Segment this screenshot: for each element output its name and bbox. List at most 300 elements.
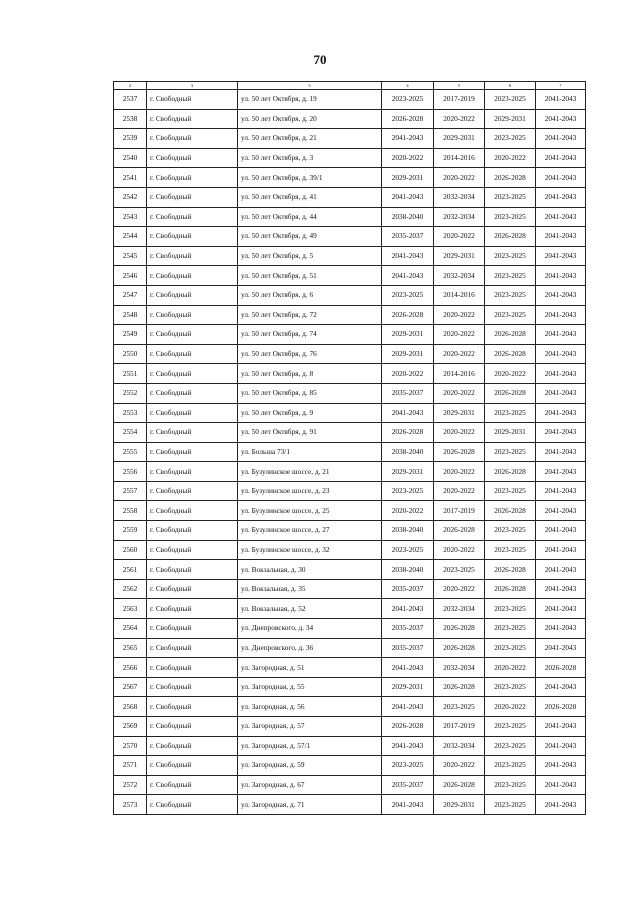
period-4-cell: 2041-2043 (536, 677, 586, 697)
row-number-cell: 2541 (114, 168, 147, 188)
table-row (114, 638, 586, 658)
period-3-cell: 2023-2025 (485, 775, 536, 795)
row-number-cell: 2564 (114, 619, 147, 639)
address-cell: ул. 50 лет Октября, д. 41 (238, 187, 382, 207)
settlement-cell: г. Свободный (147, 148, 238, 168)
table-row (114, 207, 586, 227)
table-row (114, 129, 586, 149)
period-2-cell: 2020-2022 (434, 383, 485, 403)
table-row (114, 325, 586, 345)
address-cell: ул. 50 лет Октября, д. 74 (238, 325, 382, 345)
period-2-cell: 2014-2016 (434, 364, 485, 384)
settlement-cell: г. Свободный (147, 795, 238, 815)
table-row (114, 364, 586, 384)
period-2-cell: 2020-2022 (434, 579, 485, 599)
period-3-cell: 2026-2028 (485, 168, 536, 188)
period-2-cell: 2029-2031 (434, 403, 485, 423)
period-1-cell: 2041-2043 (382, 129, 434, 149)
settlement-cell: г. Свободный (147, 619, 238, 639)
table-row (114, 697, 586, 717)
address-cell: ул. Загородная, д. 51 (238, 658, 382, 678)
period-3-cell: 2023-2025 (485, 129, 536, 149)
address-cell: ул. 50 лет Октября, д. 49 (238, 227, 382, 247)
period-3-cell: 2023-2025 (485, 403, 536, 423)
address-cell: ул. 50 лет Октября, д. 8 (238, 364, 382, 384)
row-number-cell: 2561 (114, 560, 147, 580)
period-1-cell: 2023-2025 (382, 481, 434, 501)
period-2-cell: 2026-2028 (434, 521, 485, 541)
period-2-cell: 2020-2022 (434, 344, 485, 364)
period-1-cell: 2041-2043 (382, 736, 434, 756)
table-row (114, 285, 586, 305)
period-4-cell: 2041-2043 (536, 462, 586, 482)
period-4-cell: 2041-2043 (536, 187, 586, 207)
column-header: 3 (238, 82, 382, 90)
address-cell: ул. 50 лет Октября, д. 9 (238, 403, 382, 423)
period-3-cell: 2023-2025 (485, 756, 536, 776)
address-cell: ул. Загородная, д. 67 (238, 775, 382, 795)
period-3-cell: 2023-2025 (485, 90, 536, 110)
period-3-cell: 2029-2031 (485, 423, 536, 443)
settlement-cell: г. Свободный (147, 717, 238, 737)
table-row (114, 109, 586, 129)
address-cell: ул. Загородная, д. 55 (238, 677, 382, 697)
period-2-cell: 2020-2022 (434, 540, 485, 560)
period-4-cell: 2041-2043 (536, 756, 586, 776)
period-4-cell: 2041-2043 (536, 540, 586, 560)
period-1-cell: 2023-2025 (382, 540, 434, 560)
row-number-cell: 2571 (114, 756, 147, 776)
period-2-cell: 2032-2034 (434, 207, 485, 227)
period-1-cell: 2035-2037 (382, 619, 434, 639)
row-number-cell: 2553 (114, 403, 147, 423)
period-1-cell: 2041-2043 (382, 658, 434, 678)
period-3-cell: 2020-2022 (485, 658, 536, 678)
period-4-cell: 2041-2043 (536, 579, 586, 599)
period-4-cell: 2041-2043 (536, 403, 586, 423)
period-2-cell: 2026-2028 (434, 775, 485, 795)
period-1-cell: 2035-2037 (382, 775, 434, 795)
settlement-cell: г. Свободный (147, 775, 238, 795)
row-number-cell: 2567 (114, 677, 147, 697)
row-number-cell: 2557 (114, 481, 147, 501)
period-1-cell: 2041-2043 (382, 187, 434, 207)
period-3-cell: 2026-2028 (485, 579, 536, 599)
row-number-cell: 2570 (114, 736, 147, 756)
period-2-cell: 2020-2022 (434, 109, 485, 129)
settlement-cell: г. Свободный (147, 207, 238, 227)
table-row (114, 521, 586, 541)
settlement-cell: г. Свободный (147, 638, 238, 658)
period-3-cell: 2026-2028 (485, 325, 536, 345)
row-number-cell: 2539 (114, 129, 147, 149)
table-row (114, 246, 586, 266)
settlement-cell: г. Свободный (147, 403, 238, 423)
period-1-cell: 2041-2043 (382, 246, 434, 266)
period-4-cell: 2041-2043 (536, 148, 586, 168)
row-number-cell: 2543 (114, 207, 147, 227)
settlement-cell: г. Свободный (147, 246, 238, 266)
table-row (114, 187, 586, 207)
address-cell: ул. 50 лет Октября, д. 85 (238, 383, 382, 403)
address-cell: ул. Загородная, д. 71 (238, 795, 382, 815)
period-1-cell: 2038-2040 (382, 560, 434, 580)
column-number-row (114, 82, 586, 90)
period-1-cell: 2029-2031 (382, 325, 434, 345)
period-4-cell: 2041-2043 (536, 521, 586, 541)
row-number-cell: 2554 (114, 423, 147, 443)
table-row (114, 775, 586, 795)
settlement-cell: г. Свободный (147, 658, 238, 678)
period-2-cell: 2020-2022 (434, 168, 485, 188)
schedule-table (113, 81, 586, 815)
period-2-cell: 2032-2034 (434, 599, 485, 619)
period-3-cell: 2023-2025 (485, 540, 536, 560)
period-3-cell: 2023-2025 (485, 187, 536, 207)
period-3-cell: 2023-2025 (485, 736, 536, 756)
period-3-cell: 2023-2025 (485, 207, 536, 227)
period-2-cell: 2026-2028 (434, 677, 485, 697)
settlement-cell: г. Свободный (147, 736, 238, 756)
row-number-cell: 2568 (114, 697, 147, 717)
address-cell: ул. 50 лет Октября, д. 39/1 (238, 168, 382, 188)
address-cell: ул. 50 лет Октября, д. 91 (238, 423, 382, 443)
period-2-cell: 2017-2019 (434, 717, 485, 737)
period-3-cell: 2026-2028 (485, 560, 536, 580)
period-4-cell: 2041-2043 (536, 638, 586, 658)
period-2-cell: 2017-2019 (434, 90, 485, 110)
address-cell: ул. 50 лет Октября, д. 20 (238, 109, 382, 129)
period-3-cell: 2023-2025 (485, 266, 536, 286)
period-1-cell: 2026-2028 (382, 109, 434, 129)
period-2-cell: 2014-2016 (434, 285, 485, 305)
period-1-cell: 2035-2037 (382, 579, 434, 599)
period-2-cell: 2023-2025 (434, 560, 485, 580)
period-4-cell: 2041-2043 (536, 717, 586, 737)
column-header: 7 (536, 82, 586, 90)
address-cell: ул. Бузулинское шоссе, д. 23 (238, 481, 382, 501)
settlement-cell: г. Свободный (147, 168, 238, 188)
table-row (114, 266, 586, 286)
period-2-cell: 2014-2016 (434, 148, 485, 168)
period-4-cell: 2041-2043 (536, 129, 586, 149)
table-row (114, 403, 586, 423)
period-1-cell: 2023-2025 (382, 756, 434, 776)
period-1-cell: 2041-2043 (382, 697, 434, 717)
period-1-cell: 2041-2043 (382, 266, 434, 286)
period-3-cell: 2023-2025 (485, 481, 536, 501)
address-cell: ул. 50 лет Октября, д. 5 (238, 246, 382, 266)
period-4-cell: 2041-2043 (536, 501, 586, 521)
period-3-cell: 2029-2031 (485, 109, 536, 129)
period-1-cell: 2041-2043 (382, 795, 434, 815)
column-header: 3 (147, 82, 238, 90)
table-row (114, 442, 586, 462)
period-4-cell: 2041-2043 (536, 775, 586, 795)
period-1-cell: 2035-2037 (382, 383, 434, 403)
page-number: 70 (313, 52, 327, 67)
settlement-cell: г. Свободный (147, 462, 238, 482)
period-2-cell: 2029-2031 (434, 795, 485, 815)
period-1-cell: 2020-2022 (382, 364, 434, 384)
address-cell: ул. Загородная, д. 57/1 (238, 736, 382, 756)
address-cell: ул. Бузулинское шоссе, д. 21 (238, 462, 382, 482)
row-number-cell: 2540 (114, 148, 147, 168)
address-cell: ул. Вокзальная, д. 52 (238, 599, 382, 619)
table-row (114, 423, 586, 443)
table-row (114, 560, 586, 580)
period-2-cell: 2032-2034 (434, 736, 485, 756)
period-4-cell: 2041-2043 (536, 246, 586, 266)
address-cell: ул. 50 лет Октября, д. 3 (238, 148, 382, 168)
row-number-cell: 2566 (114, 658, 147, 678)
row-number-cell: 2573 (114, 795, 147, 815)
period-4-cell: 2041-2043 (536, 383, 586, 403)
period-3-cell: 2023-2025 (485, 521, 536, 541)
period-4-cell: 2041-2043 (536, 325, 586, 345)
period-3-cell: 2026-2028 (485, 383, 536, 403)
row-number-cell: 2551 (114, 364, 147, 384)
row-number-cell: 2555 (114, 442, 147, 462)
period-3-cell: 2023-2025 (485, 795, 536, 815)
period-1-cell: 2035-2037 (382, 227, 434, 247)
row-number-cell: 2537 (114, 90, 147, 110)
period-3-cell: 2023-2025 (485, 599, 536, 619)
settlement-cell: г. Свободный (147, 540, 238, 560)
period-2-cell: 2026-2028 (434, 442, 485, 462)
table-row (114, 599, 586, 619)
address-cell: ул. 50 лет Октября, д. 6 (238, 285, 382, 305)
period-2-cell: 2020-2022 (434, 481, 485, 501)
period-1-cell: 2023-2025 (382, 90, 434, 110)
table-row (114, 579, 586, 599)
row-number-cell: 2538 (114, 109, 147, 129)
address-cell: ул. 50 лет Октября, д. 21 (238, 129, 382, 149)
table-row (114, 501, 586, 521)
period-1-cell: 2029-2031 (382, 462, 434, 482)
period-3-cell: 2020-2022 (485, 148, 536, 168)
period-4-cell: 2041-2043 (536, 423, 586, 443)
period-4-cell: 2041-2043 (536, 599, 586, 619)
period-2-cell: 2029-2031 (434, 129, 485, 149)
table-row (114, 305, 586, 325)
table-row (114, 481, 586, 501)
table-row (114, 168, 586, 188)
period-2-cell: 2023-2025 (434, 697, 485, 717)
row-number-cell: 2565 (114, 638, 147, 658)
period-4-cell: 2041-2043 (536, 266, 586, 286)
period-1-cell: 2038-2040 (382, 521, 434, 541)
row-number-cell: 2569 (114, 717, 147, 737)
period-1-cell: 2020-2022 (382, 148, 434, 168)
period-1-cell: 2038-2040 (382, 442, 434, 462)
row-number-cell: 2545 (114, 246, 147, 266)
address-cell: ул. 50 лет Октября, д. 51 (238, 266, 382, 286)
period-2-cell: 2026-2028 (434, 619, 485, 639)
period-1-cell: 2029-2031 (382, 677, 434, 697)
address-cell: ул. Бузулинское шоссе, д. 25 (238, 501, 382, 521)
table-row (114, 717, 586, 737)
column-header: 4 (382, 82, 434, 90)
settlement-cell: г. Свободный (147, 383, 238, 403)
period-3-cell: 2020-2022 (485, 697, 536, 717)
address-cell: ул. 50 лет Октября, д. 44 (238, 207, 382, 227)
period-2-cell: 2032-2034 (434, 658, 485, 678)
address-cell: ул. Загородная, д. 57 (238, 717, 382, 737)
period-3-cell: 2026-2028 (485, 501, 536, 521)
settlement-cell: г. Свободный (147, 442, 238, 462)
period-1-cell: 2023-2025 (382, 285, 434, 305)
address-cell: ул. 50 лет Октября, д. 19 (238, 90, 382, 110)
period-3-cell: 2026-2028 (485, 462, 536, 482)
settlement-cell: г. Свободный (147, 109, 238, 129)
address-cell: ул. Загородная, д. 56 (238, 697, 382, 717)
settlement-cell: г. Свободный (147, 423, 238, 443)
period-3-cell: 2023-2025 (485, 285, 536, 305)
table-row (114, 90, 586, 110)
settlement-cell: г. Свободный (147, 756, 238, 776)
table-body (114, 90, 586, 815)
period-4-cell: 2041-2043 (536, 795, 586, 815)
period-3-cell: 2023-2025 (485, 305, 536, 325)
period-1-cell: 2020-2022 (382, 501, 434, 521)
period-4-cell: 2041-2043 (536, 481, 586, 501)
period-3-cell: 2026-2028 (485, 344, 536, 364)
settlement-cell: г. Свободный (147, 129, 238, 149)
row-number-cell: 2546 (114, 266, 147, 286)
row-number-cell: 2550 (114, 344, 147, 364)
settlement-cell: г. Свободный (147, 501, 238, 521)
period-2-cell: 2029-2031 (434, 246, 485, 266)
settlement-cell: г. Свободный (147, 697, 238, 717)
period-1-cell: 2041-2043 (382, 599, 434, 619)
row-number-cell: 2548 (114, 305, 147, 325)
period-4-cell: 2041-2043 (536, 560, 586, 580)
settlement-cell: г. Свободный (147, 344, 238, 364)
address-cell: ул. Загородная, д. 59 (238, 756, 382, 776)
period-3-cell: 2023-2025 (485, 677, 536, 697)
settlement-cell: г. Свободный (147, 560, 238, 580)
period-3-cell: 2026-2028 (485, 227, 536, 247)
period-3-cell: 2023-2025 (485, 619, 536, 639)
period-1-cell: 2026-2028 (382, 717, 434, 737)
address-cell: ул. Днепровского, д. 34 (238, 619, 382, 639)
table-row (114, 227, 586, 247)
column-header: 5 (434, 82, 485, 90)
row-number-cell: 2547 (114, 285, 147, 305)
period-4-cell: 2026-2028 (536, 658, 586, 678)
row-number-cell: 2562 (114, 579, 147, 599)
settlement-cell: г. Свободный (147, 227, 238, 247)
settlement-cell: г. Свободный (147, 579, 238, 599)
table-row (114, 344, 586, 364)
period-4-cell: 2041-2043 (536, 227, 586, 247)
settlement-cell: г. Свободный (147, 266, 238, 286)
settlement-cell: г. Свободный (147, 325, 238, 345)
table-row (114, 383, 586, 403)
period-3-cell: 2023-2025 (485, 717, 536, 737)
column-header: 6 (485, 82, 536, 90)
period-2-cell: 2032-2034 (434, 187, 485, 207)
period-4-cell: 2041-2043 (536, 364, 586, 384)
table-row (114, 756, 586, 776)
period-2-cell: 2020-2022 (434, 325, 485, 345)
row-number-cell: 2560 (114, 540, 147, 560)
period-4-cell: 2026-2028 (536, 697, 586, 717)
table-row (114, 658, 586, 678)
row-number-cell: 2549 (114, 325, 147, 345)
row-number-cell: 2552 (114, 383, 147, 403)
period-3-cell: 2023-2025 (485, 246, 536, 266)
settlement-cell: г. Свободный (147, 305, 238, 325)
address-cell: ул. 50 лет Октября, д. 72 (238, 305, 382, 325)
table-row (114, 540, 586, 560)
table-row (114, 795, 586, 815)
period-3-cell: 2023-2025 (485, 638, 536, 658)
settlement-cell: г. Свободный (147, 364, 238, 384)
table-row (114, 736, 586, 756)
period-2-cell: 2020-2022 (434, 305, 485, 325)
address-cell: ул. Вокзальная, д. 35 (238, 579, 382, 599)
period-4-cell: 2041-2043 (536, 736, 586, 756)
period-4-cell: 2041-2043 (536, 207, 586, 227)
period-4-cell: 2041-2043 (536, 442, 586, 462)
address-cell: ул. Бузулинское шоссе, д. 27 (238, 521, 382, 541)
period-4-cell: 2041-2043 (536, 90, 586, 110)
period-2-cell: 2020-2022 (434, 227, 485, 247)
settlement-cell: г. Свободный (147, 285, 238, 305)
table-row (114, 148, 586, 168)
settlement-cell: г. Свободный (147, 599, 238, 619)
period-2-cell: 2020-2022 (434, 756, 485, 776)
row-number-cell: 2556 (114, 462, 147, 482)
period-2-cell: 2020-2022 (434, 423, 485, 443)
row-number-cell: 2544 (114, 227, 147, 247)
period-1-cell: 2029-2031 (382, 344, 434, 364)
row-number-cell: 2559 (114, 521, 147, 541)
period-2-cell: 2026-2028 (434, 638, 485, 658)
settlement-cell: г. Свободный (147, 187, 238, 207)
address-cell: ул. Вокзальная, д. 30 (238, 560, 382, 580)
settlement-cell: г. Свободный (147, 90, 238, 110)
settlement-cell: г. Свободный (147, 677, 238, 697)
period-1-cell: 2026-2028 (382, 305, 434, 325)
settlement-cell: г. Свободный (147, 521, 238, 541)
period-2-cell: 2020-2022 (434, 462, 485, 482)
period-2-cell: 2017-2019 (434, 501, 485, 521)
period-4-cell: 2041-2043 (536, 619, 586, 639)
table-row (114, 677, 586, 697)
row-number-cell: 2542 (114, 187, 147, 207)
settlement-cell: г. Свободный (147, 481, 238, 501)
table-row (114, 619, 586, 639)
table-row (114, 462, 586, 482)
period-1-cell: 2026-2028 (382, 423, 434, 443)
period-1-cell: 2038-2040 (382, 207, 434, 227)
period-4-cell: 2041-2043 (536, 344, 586, 364)
period-1-cell: 2029-2031 (382, 168, 434, 188)
address-cell: ул. Бузулинское шоссе, д. 32 (238, 540, 382, 560)
period-2-cell: 2032-2034 (434, 266, 485, 286)
row-number-cell: 2558 (114, 501, 147, 521)
period-3-cell: 2023-2025 (485, 442, 536, 462)
column-header: 2 (114, 82, 147, 90)
period-1-cell: 2041-2043 (382, 403, 434, 423)
period-4-cell: 2041-2043 (536, 168, 586, 188)
period-4-cell: 2041-2043 (536, 109, 586, 129)
address-cell: ул. Днепровского, д. 36 (238, 638, 382, 658)
period-3-cell: 2020-2022 (485, 364, 536, 384)
